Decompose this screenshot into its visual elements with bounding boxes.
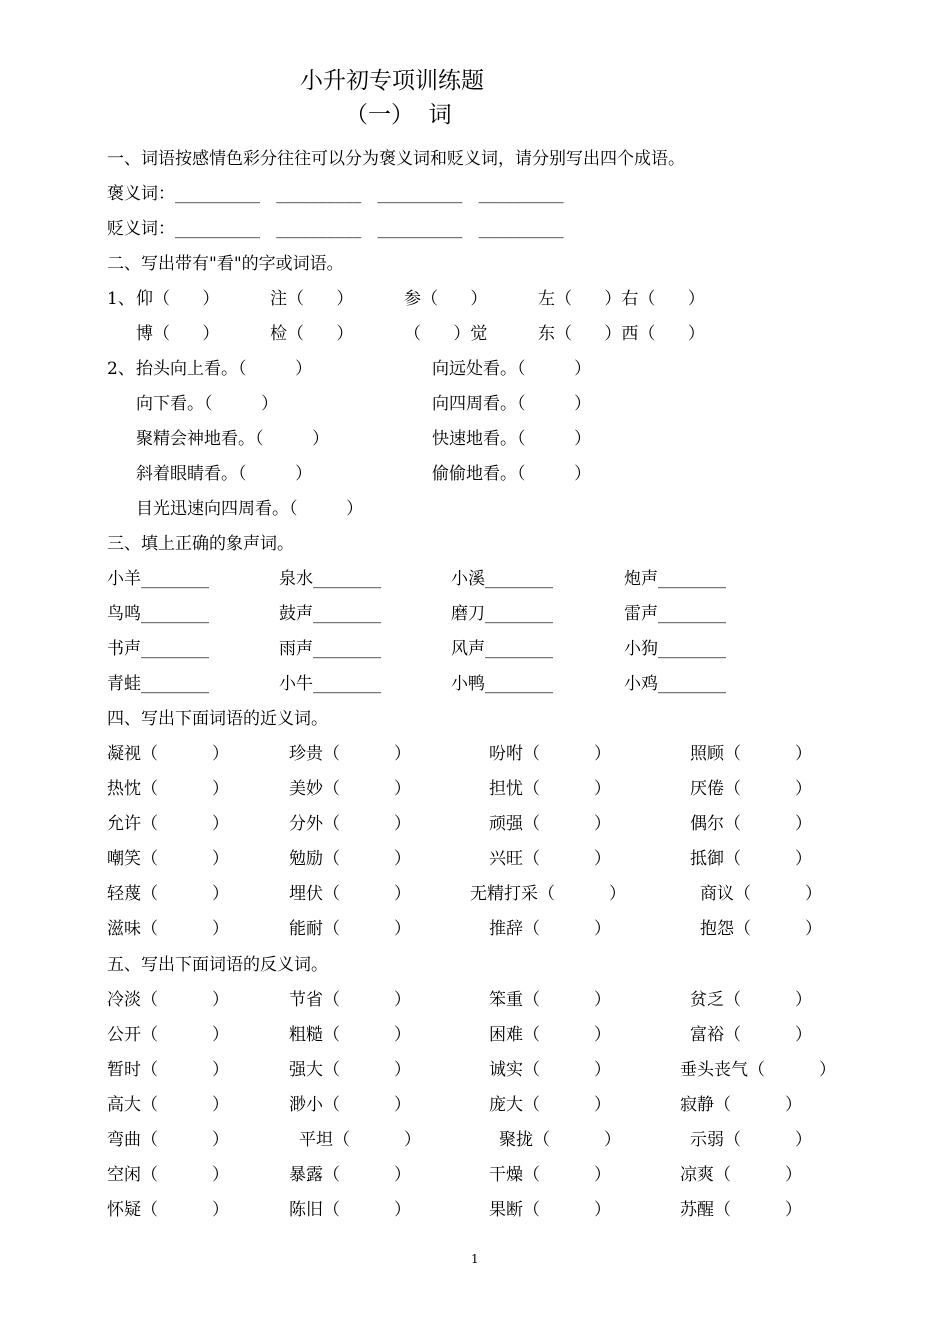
antonym-blank[interactable]: 聚拢（ ）: [499, 1130, 622, 1150]
onomatopoeia-blank[interactable]: 小狗________: [624, 639, 726, 659]
look-phrase-blank[interactable]: 向远处看。（ ）: [432, 359, 592, 379]
synonym-blank[interactable]: 轻蔑（ ）: [107, 884, 230, 904]
onomatopoeia-blank[interactable]: 鼓声________: [279, 604, 381, 624]
onomatopoeia-blank[interactable]: 小溪________: [451, 569, 553, 589]
antonym-blank[interactable]: 垂头丧气（ ）: [680, 1060, 837, 1080]
antonym-blank[interactable]: 凉爽（ ）: [680, 1165, 803, 1185]
onomatopoeia-blank[interactable]: 书声________: [107, 639, 209, 659]
look-phrase-blank[interactable]: 向四周看。（ ）: [432, 394, 592, 414]
antonym-blank[interactable]: 干燥（ ）: [489, 1165, 612, 1185]
synonym-blank[interactable]: 允许（ ）: [107, 814, 230, 834]
antonym-blank[interactable]: 公开（ ）: [107, 1025, 230, 1045]
look-phrase-blank[interactable]: 斜着眼睛看。（ ）: [136, 464, 313, 484]
antonym-blank[interactable]: 高大（ ）: [107, 1095, 230, 1115]
antonym-blank[interactable]: 冷淡（ ）: [107, 990, 230, 1010]
antonym-blank[interactable]: 苏醒（ ）: [680, 1200, 803, 1220]
synonym-blank[interactable]: 厌倦（ ）: [690, 779, 813, 799]
synonym-blank[interactable]: 顽强（ ）: [489, 814, 612, 834]
antonym-blank[interactable]: 陈旧（ ）: [289, 1200, 412, 1220]
synonym-blank[interactable]: 能耐（ ）: [289, 919, 412, 939]
antonym-blank[interactable]: 平坦（ ）: [299, 1130, 422, 1150]
synonym-blank[interactable]: 抵御（ ）: [690, 849, 813, 869]
antonym-blank[interactable]: 弯曲（ ）: [107, 1130, 230, 1150]
antonym-blank[interactable]: 富裕（ ）: [690, 1025, 813, 1045]
synonym-blank[interactable]: 抱怨（ ）: [700, 919, 823, 939]
question-number: 2、: [107, 359, 135, 379]
onomatopoeia-blank[interactable]: 小鸡________: [624, 674, 726, 694]
antonym-blank[interactable]: 暴露（ ）: [289, 1165, 412, 1185]
look-phrase-blank[interactable]: 偷偷地看。（ ）: [432, 464, 592, 484]
antonym-blank[interactable]: 庞大（ ）: [489, 1095, 612, 1115]
onomatopoeia-blank[interactable]: 雷声________: [624, 604, 726, 624]
antonym-blank[interactable]: 粗糙（ ）: [289, 1025, 412, 1045]
onomatopoeia-blank[interactable]: 磨刀________: [451, 604, 553, 624]
antonym-blank[interactable]: 笨重（ ）: [489, 990, 612, 1010]
synonym-blank[interactable]: 照顾（ ）: [690, 744, 813, 764]
onomatopoeia-blank[interactable]: 炮声________: [624, 569, 726, 589]
synonym-blank[interactable]: 无精打采（ ）: [470, 884, 627, 904]
look-phrase-blank[interactable]: 聚精会神地看。（ ）: [136, 429, 330, 449]
page-subtitle: （一） 词: [345, 102, 452, 128]
synonym-blank[interactable]: 兴旺（ ）: [489, 849, 612, 869]
page-number: 1: [471, 1252, 479, 1266]
synonym-blank[interactable]: 吩咐（ ）: [489, 744, 612, 764]
antonym-blank[interactable]: 示弱（ ）: [690, 1130, 813, 1150]
look-char-blank[interactable]: 东（ ）西（ ）: [538, 324, 705, 344]
synonym-blank[interactable]: 担忧（ ）: [489, 779, 612, 799]
antonym-blank[interactable]: 强大（ ）: [289, 1060, 412, 1080]
synonym-blank[interactable]: 滋味（ ）: [107, 919, 230, 939]
commendatory-idioms-line[interactable]: 褒义词：__________ __________ __________ __________: [107, 184, 564, 204]
synonym-blank[interactable]: 凝视（ ）: [107, 744, 230, 764]
look-char-blank[interactable]: 注（ ）: [270, 289, 354, 309]
onomatopoeia-blank[interactable]: 泉水________: [279, 569, 381, 589]
page-title: 小升初专项训练题: [300, 68, 484, 94]
synonym-blank[interactable]: 偶尔（ ）: [690, 814, 813, 834]
antonym-blank[interactable]: 困难（ ）: [489, 1025, 612, 1045]
section-5-heading: 五、写出下面词语的反义词。: [107, 955, 328, 975]
look-char-blank[interactable]: 参（ ）: [404, 289, 488, 309]
look-phrase-blank[interactable]: 目光迅速向四周看。（ ）: [136, 499, 364, 519]
look-char-blank[interactable]: 左（ ）右（ ）: [538, 289, 705, 309]
look-char-blank[interactable]: 博（ ）: [136, 324, 220, 344]
onomatopoeia-blank[interactable]: 小牛________: [279, 674, 381, 694]
synonym-blank[interactable]: 美妙（ ）: [289, 779, 412, 799]
synonym-blank[interactable]: 珍贵（ ）: [289, 744, 412, 764]
antonym-blank[interactable]: 果断（ ）: [489, 1200, 612, 1220]
onomatopoeia-blank[interactable]: 小鸭________: [451, 674, 553, 694]
onomatopoeia-blank[interactable]: 雨声________: [279, 639, 381, 659]
synonym-blank[interactable]: 推辞（ ）: [489, 919, 612, 939]
onomatopoeia-blank[interactable]: 青蛙________: [107, 674, 209, 694]
antonym-blank[interactable]: 诚实（ ）: [489, 1060, 612, 1080]
section-3-heading: 三、填上正确的象声词。: [107, 534, 294, 554]
antonym-blank[interactable]: 渺小（ ）: [289, 1095, 412, 1115]
look-phrase-blank[interactable]: 向下看。（ ）: [136, 394, 279, 414]
derogatory-idioms-line[interactable]: 贬义词：__________ __________ __________ __________: [107, 219, 564, 239]
look-phrase-blank[interactable]: 快速地看。（ ）: [432, 429, 592, 449]
look-char-blank[interactable]: 检（ ）: [270, 324, 354, 344]
look-phrase-blank[interactable]: 抬头向上看。（ ）: [136, 359, 313, 379]
antonym-blank[interactable]: 寂静（ ）: [680, 1095, 803, 1115]
question-number: 1、: [107, 289, 135, 309]
section-1-heading: 一、词语按感情色彩分往往可以分为褒义词和贬义词，请分别写出四个成语。: [107, 149, 685, 169]
look-char-blank[interactable]: （ ）觉: [404, 324, 488, 344]
antonym-blank[interactable]: 贫乏（ ）: [690, 990, 813, 1010]
section-4-heading: 四、写出下面词语的近义词。: [107, 709, 328, 729]
onomatopoeia-blank[interactable]: 小羊________: [107, 569, 209, 589]
synonym-blank[interactable]: 埋伏（ ）: [289, 884, 412, 904]
antonym-blank[interactable]: 空闲（ ）: [107, 1165, 230, 1185]
antonym-blank[interactable]: 怀疑（ ）: [107, 1200, 230, 1220]
section-2-heading: 二、写出带有"看"的字或词语。: [107, 254, 344, 274]
look-char-blank[interactable]: 仰（ ）: [136, 289, 220, 309]
synonym-blank[interactable]: 勉励（ ）: [289, 849, 412, 869]
onomatopoeia-blank[interactable]: 风声________: [451, 639, 553, 659]
synonym-blank[interactable]: 热忱（ ）: [107, 779, 230, 799]
synonym-blank[interactable]: 分外（ ）: [289, 814, 412, 834]
onomatopoeia-blank[interactable]: 鸟鸣________: [107, 604, 209, 624]
synonym-blank[interactable]: 商议（ ）: [700, 884, 823, 904]
antonym-blank[interactable]: 节省（ ）: [289, 990, 412, 1010]
synonym-blank[interactable]: 嘲笑（ ）: [107, 849, 230, 869]
antonym-blank[interactable]: 暂时（ ）: [107, 1060, 230, 1080]
